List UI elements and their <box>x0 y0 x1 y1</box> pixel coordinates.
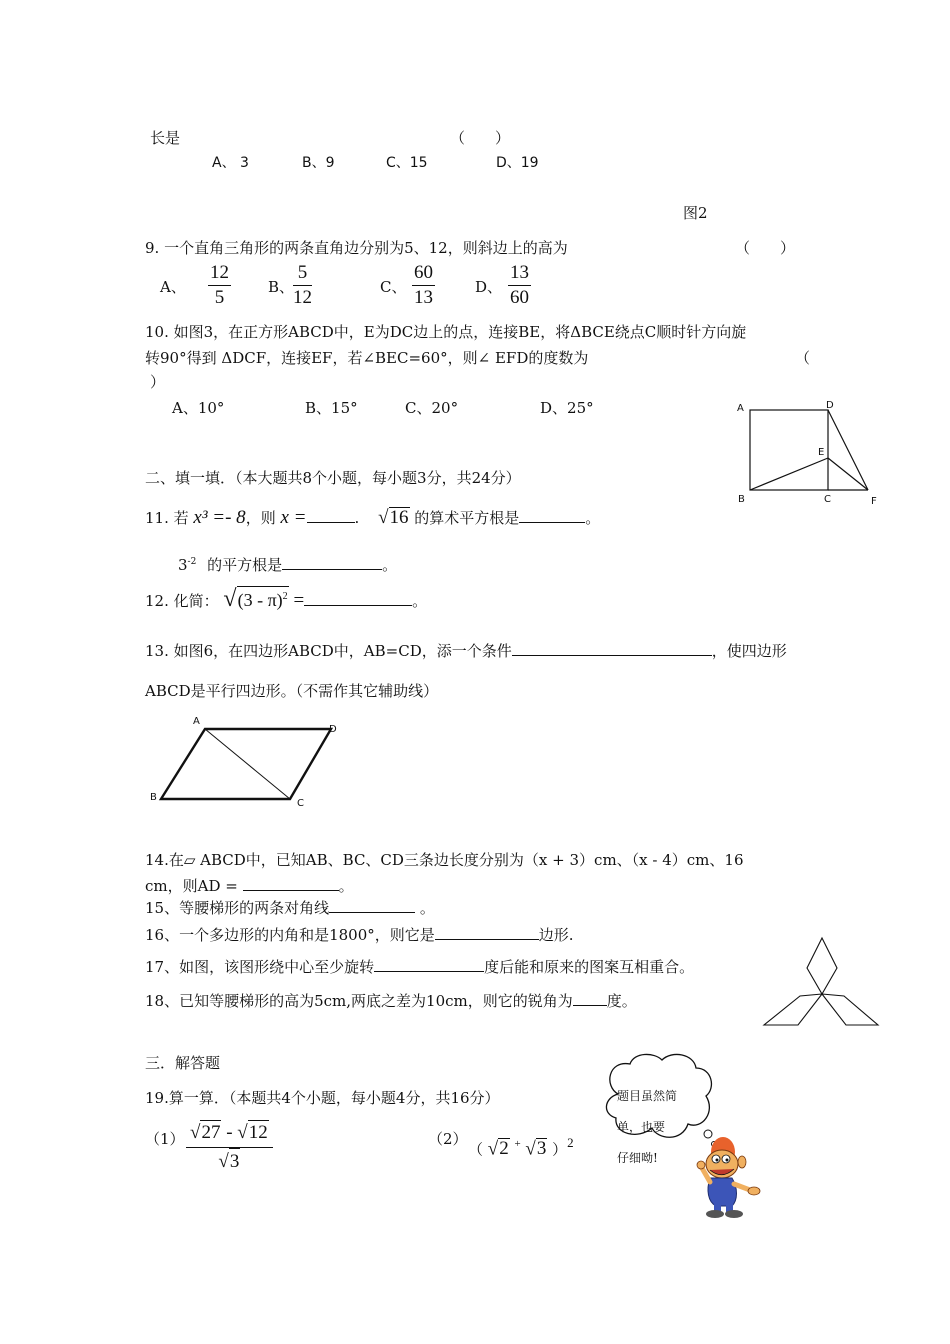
point-d-label: D <box>826 400 834 411</box>
q10-option-a: A、10° <box>172 399 225 417</box>
q15-line: 15、等腰梯形的两条对角线 。 <box>145 899 435 917</box>
q9-option-a-fraction: $\frac{12}{5}$ <box>210 262 229 308</box>
q17-line: 17、如图，该图形绕中心至少旋转 度后能和原来的图案互相重合。 <box>145 958 695 976</box>
segment-df <box>828 410 868 490</box>
bubble-text-line1: 题目虽然简 <box>617 1089 678 1103</box>
q19-part1-label: （1） <box>145 1130 185 1148</box>
mascot-left-shoe <box>706 1210 724 1218</box>
q11-x-equals: x = <box>280 507 307 528</box>
q9-option-b-fraction: $\frac{5}{12}$ <box>293 262 312 308</box>
q11-blank-2[interactable] <box>519 507 585 523</box>
three-rhombus-rotation-figure <box>760 934 884 1030</box>
q13-line1: 13. 如图6，在四边形ABCD中，AB=CD，添一个条件 ，使四边形 <box>145 642 787 660</box>
point-b-label: B <box>738 494 745 505</box>
bubble-text-line3: 仔细呦! <box>617 1151 658 1165</box>
rhombus-top <box>807 938 837 994</box>
q9-option-c-label: C、 <box>380 278 407 296</box>
q16-blank[interactable] <box>435 924 539 940</box>
q16-line: 16、一个多边形的内角和是1800°，则它是 边形. <box>145 926 574 944</box>
q11-line2: $3^{-2}$ 的平方根是 。 <box>178 556 398 574</box>
q9-option-d-fraction: $\frac{13}{60}$ <box>510 262 529 308</box>
q11-cube-equation: x³ =- 8 <box>193 507 246 528</box>
q19-part2-expression: （ √2 + √3 ）$^2$ <box>468 1135 574 1160</box>
q19-part1-fraction: √27 - √12 √3 <box>186 1120 273 1175</box>
q11-line1: 11. 若 x³ =- 8，则 x = . √16 的算术平方根是 。 <box>145 507 601 528</box>
square-abcd <box>750 410 828 490</box>
q12-line: 12. 化简： √(3 - π)$^2$ = 。 <box>145 586 428 612</box>
rhombus-right <box>822 994 878 1025</box>
mascot-ear <box>738 1156 746 1168</box>
q10-option-d: D、25° <box>540 399 594 417</box>
rhombus-left <box>764 994 822 1025</box>
vertex-d-label: D <box>329 724 337 735</box>
bubble-dot-1 <box>704 1130 712 1138</box>
figure-3-square-diagram <box>728 396 888 512</box>
q9-option-b-label: B、 <box>268 278 295 296</box>
bubble-text-line2: 单，也要 <box>617 1120 666 1134</box>
q17-blank[interactable] <box>374 956 484 972</box>
q10-paren-close: ） <box>150 373 166 391</box>
q12-radical-expression: √(3 - π)$^2$ <box>223 586 288 612</box>
q9-option-c-fraction: $\frac{60}{13}$ <box>414 262 433 308</box>
q13-line2: ABCD是平行四边形。（不需作其它辅助线） <box>145 682 439 700</box>
q8-option-c: C、15 <box>386 155 428 171</box>
q9-option-a-label: A、 <box>160 278 186 296</box>
point-f-label: F <box>871 496 877 507</box>
parallelogram-abcd <box>161 729 331 799</box>
q15-blank[interactable] <box>329 897 415 913</box>
q10-paren-open: （ <box>795 349 811 367</box>
q8-option-d: D、19 <box>496 155 539 171</box>
segment-ef <box>828 458 868 490</box>
vertex-b-label: B <box>150 792 157 803</box>
q9-stem: 9. 一个直角三角形的两条直角边分别为5、12，则斜边上的高为 <box>145 239 568 257</box>
vertex-c-label: C <box>297 798 304 809</box>
section-2-title: 二、填一填．（本大题共8个小题，每小题3分，共24分） <box>145 469 521 487</box>
q8-option-b: B、9 <box>302 155 335 171</box>
vertex-a-label: A <box>193 716 200 727</box>
q10-option-c: C、20° <box>405 399 459 417</box>
q8-option-a: A、 3 <box>212 155 249 171</box>
q12-blank[interactable] <box>304 590 412 606</box>
q19-title: 19.算一算．（本题共4个小题，每小题4分，共16分） <box>145 1089 500 1107</box>
q11-blank-1[interactable] <box>307 507 355 523</box>
q11-sqrt-16: √16 <box>378 507 409 528</box>
q13-blank[interactable] <box>512 640 712 656</box>
figure-2-label: 图2 <box>683 204 708 222</box>
q10-option-b: B、15° <box>305 399 358 417</box>
q10-line2: 转90°得到 ΔDCF，连接EF，若∠BEC=60°，则∠ EFD的度数为 <box>145 349 589 367</box>
q11-blank-3[interactable] <box>282 554 382 570</box>
point-e-label: E <box>818 447 825 458</box>
q14-line1: 14.在▱ ABCD中，已知AB、BC、CD三条边长度分别为（x + 3）cm、（x - 4）cm、16 <box>145 851 744 869</box>
q18-blank[interactable] <box>573 990 607 1006</box>
q14-line2: cm，则AD = 。 <box>145 877 354 895</box>
q10-line1: 10. 如图3，在正方形ABCD中，E为DC边上的点，连接BE，将ΔBCE绕点C顺时针方向旋 <box>145 323 747 341</box>
diagonal-ac <box>205 729 290 799</box>
q18-line: 18、已知等腰梯形的高为5cm,两底之差为10cm，则它的锐角为 度。 <box>145 992 637 1010</box>
q9-option-d-label: D、 <box>475 278 503 296</box>
q14-blank[interactable] <box>243 875 339 891</box>
q19-part2-label: （2） <box>428 1130 468 1148</box>
point-c-label: C <box>824 494 831 505</box>
q8-answer-paren: （ ） <box>450 129 511 147</box>
q9-answer-paren: （ ） <box>735 239 796 257</box>
q8-stem-end: 长是 <box>150 129 181 147</box>
point-a-label: A <box>737 403 744 414</box>
figure-6-parallelogram <box>145 710 355 810</box>
mascot-right-shoe <box>725 1210 743 1218</box>
segment-be <box>750 458 828 490</box>
section-3-title: 三．解答题 <box>145 1054 221 1072</box>
